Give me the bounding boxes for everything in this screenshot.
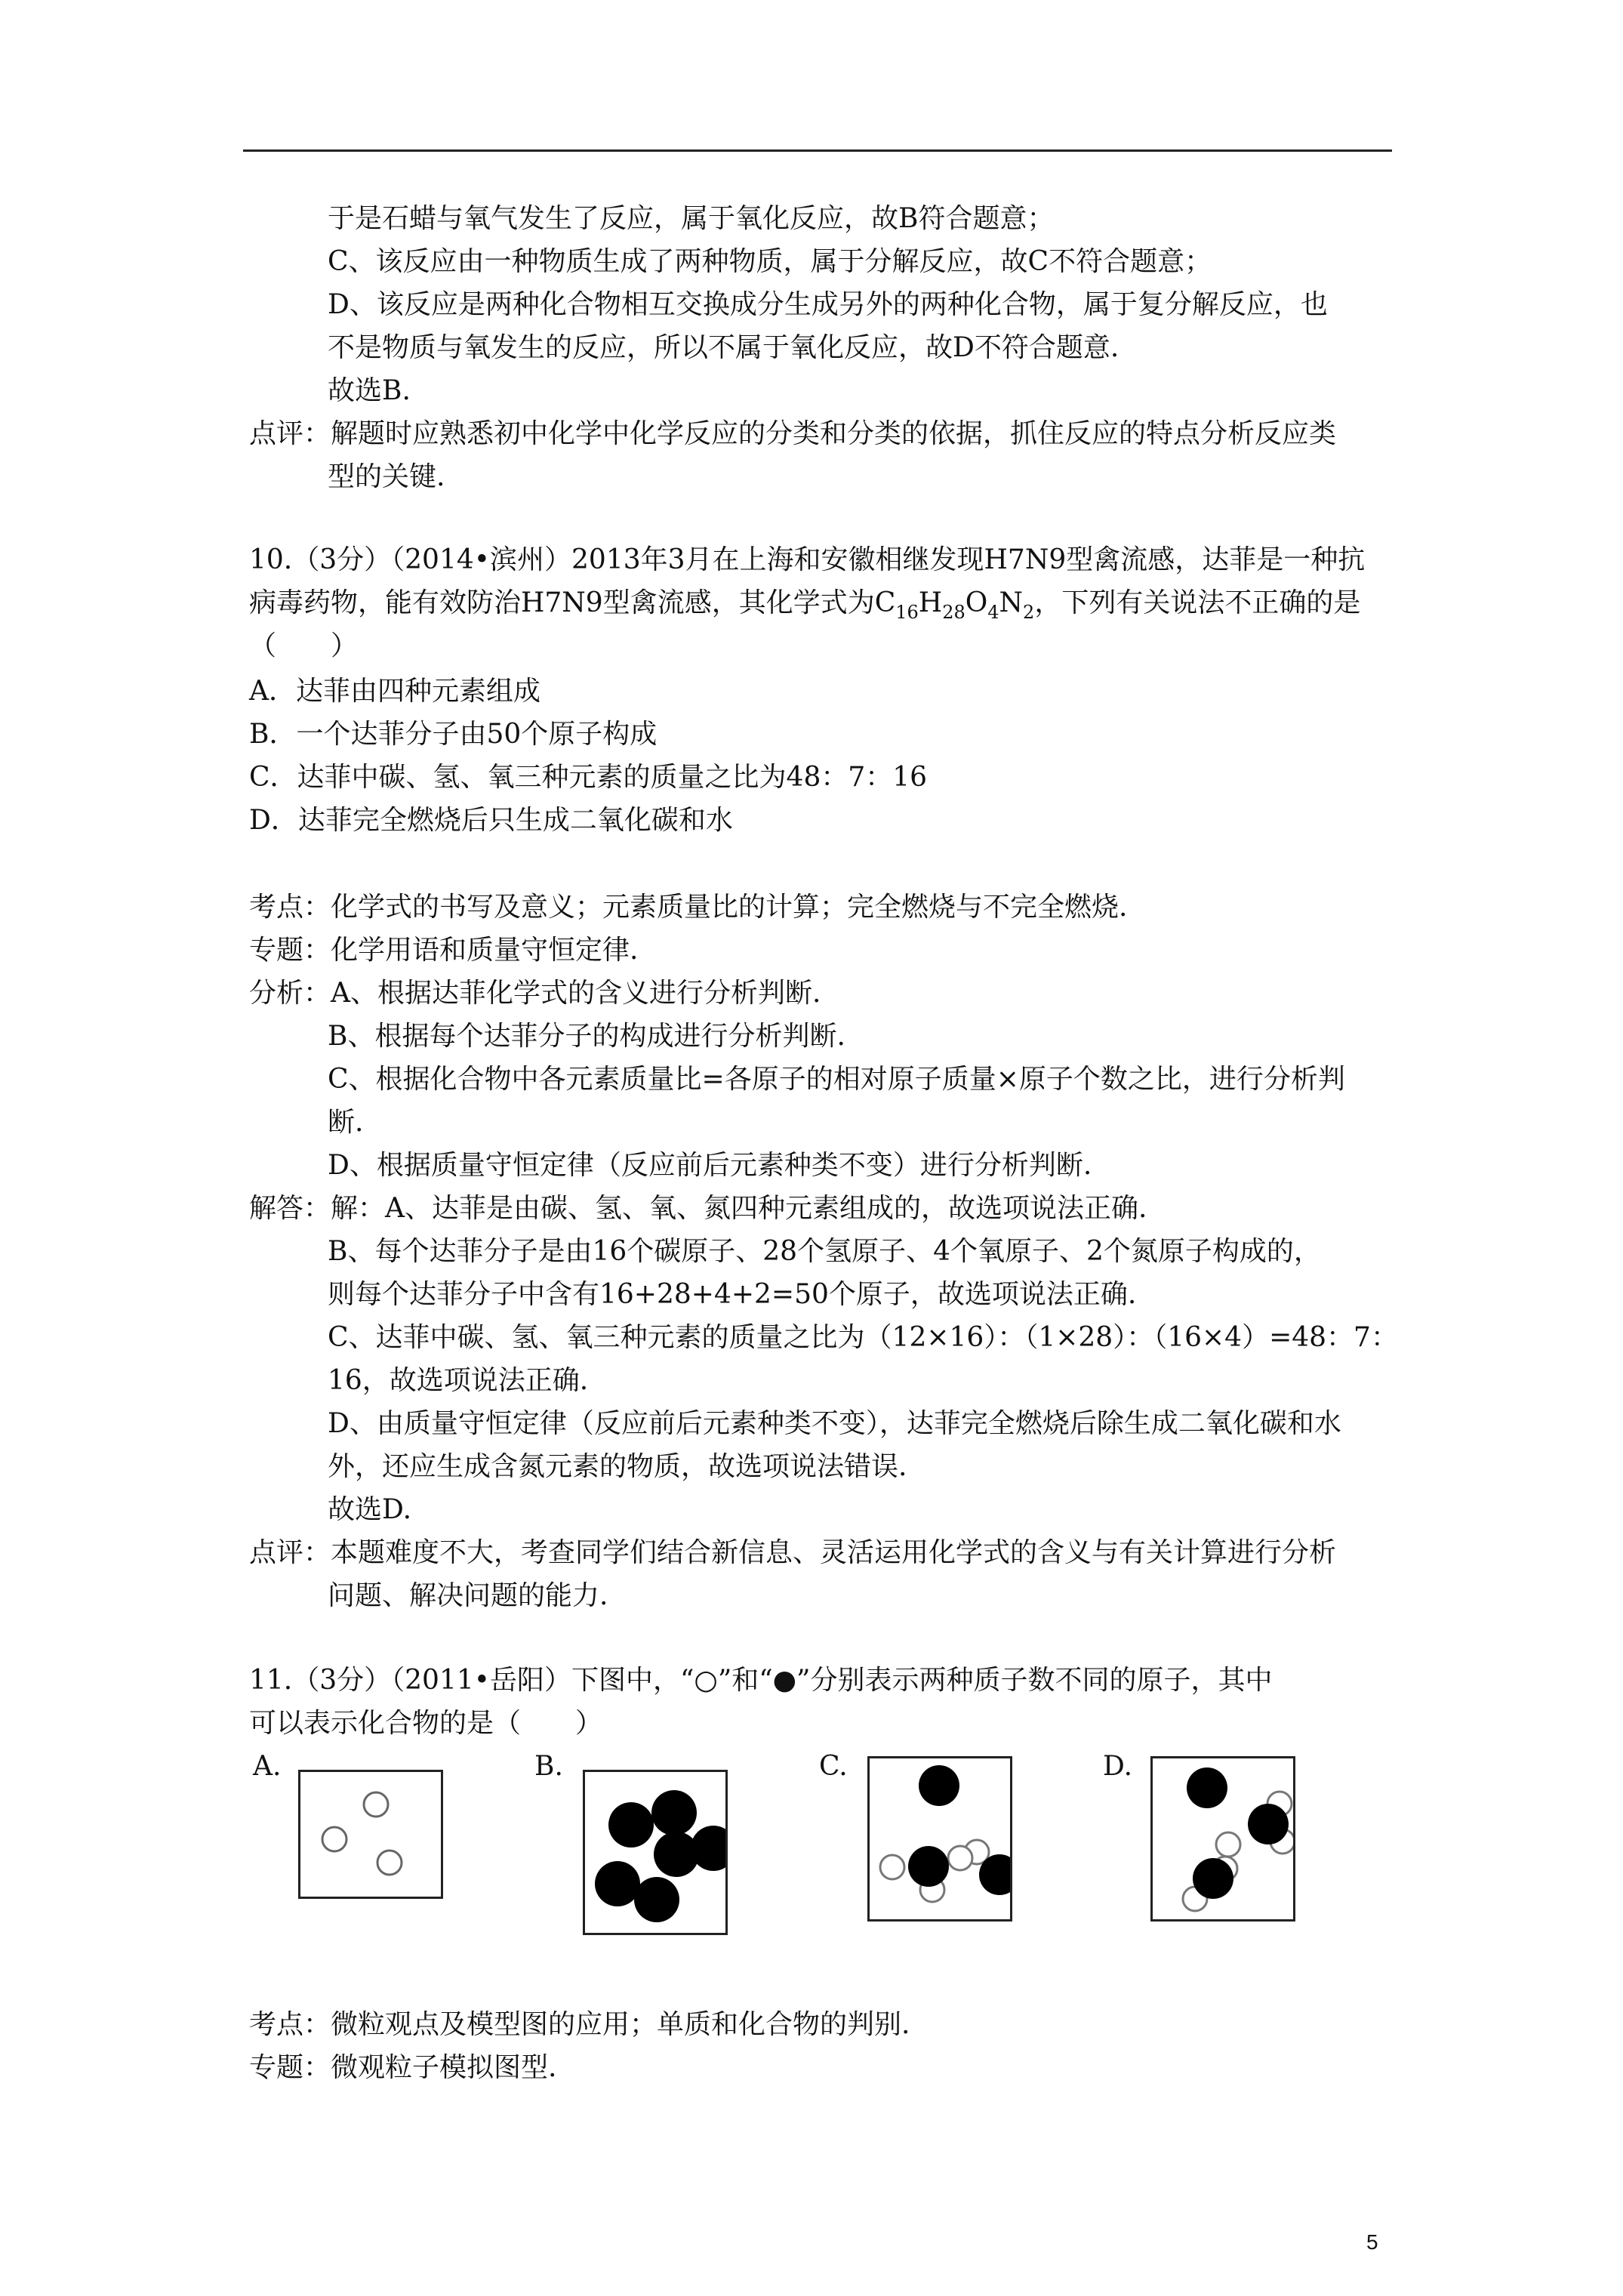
black-atom bbox=[1187, 1767, 1227, 1808]
figure-label-b: B. bbox=[534, 1751, 563, 1782]
white-atom bbox=[377, 1851, 402, 1875]
comment-line: 点评：解题时应熟悉初中化学中化学反应的分类和分类的依据，抓住反应的特点分析反应类 bbox=[249, 418, 1337, 449]
black-atom bbox=[608, 1802, 654, 1848]
white-atom bbox=[948, 1846, 972, 1870]
analysis-line: 断. bbox=[328, 1107, 364, 1138]
figure-label-c: C. bbox=[819, 1751, 848, 1782]
analysis-line: 分析：A、根据达菲化学式的含义进行分析判断. bbox=[249, 978, 821, 1009]
question-10-stem: 10.（3分）（2014•滨州）2013年3月在上海和安徽相继发现H7N9型禽流感，达菲是一种抗 bbox=[249, 544, 1366, 575]
text-line: 不是物质与氧发生的反应，所以不属于氧化反应，故D不符合题意. bbox=[328, 332, 1119, 363]
figure-label-a: A. bbox=[253, 1751, 282, 1782]
comment-line: 问题、解决问题的能力. bbox=[328, 1580, 608, 1611]
option-d: D．达菲完全燃烧后只生成二氧化碳和水 bbox=[249, 805, 733, 836]
option-a: A．达菲由四种元素组成 bbox=[249, 676, 540, 707]
white-atom bbox=[322, 1827, 346, 1851]
black-atom bbox=[651, 1790, 697, 1835]
white-atom bbox=[364, 1792, 388, 1817]
answer-blank: （ ） bbox=[249, 630, 359, 661]
kaodian: 考点：微粒观点及模型图的应用；单质和化合物的判别. bbox=[249, 2009, 910, 2040]
text-line: 于是石蜡与氧气发生了反应，属于氧化反应，故B符合题意； bbox=[328, 203, 1055, 234]
option-b: B．一个达菲分子由50个原子构成 bbox=[249, 719, 658, 750]
answer-line: 解答：解：A、达菲是由碳、氢、氧、氮四种元素组成的，故选项说法正确. bbox=[249, 1193, 1147, 1224]
option-c: C．达菲中碳、氢、氧三种元素的质量之比为48：7：16 bbox=[249, 762, 928, 793]
comment-line: 型的关键. bbox=[328, 461, 445, 492]
model-figure-c bbox=[867, 1756, 1012, 1922]
analysis-line: C、根据化合物中各元素质量比=各原子的相对原子质量×原子个数之比，进行分析判 bbox=[328, 1064, 1345, 1095]
answer-line: 外，还应生成含氮元素的物质，故选项说法错误. bbox=[328, 1451, 907, 1482]
answer-line: D、由质量守恒定律（反应前后元素种类不变），达菲完全燃烧后除生成二氧化碳和水 bbox=[328, 1408, 1341, 1439]
black-atom bbox=[1193, 1858, 1233, 1899]
model-figure-a bbox=[298, 1770, 443, 1899]
zhuanti: 专题：化学用语和质量守恒定律. bbox=[249, 935, 639, 966]
black-atom bbox=[595, 1861, 640, 1906]
comment-line: 点评：本题难度不大，考查同学们结合新信息、灵活运用化学式的含义与有关计算进行分析 bbox=[249, 1537, 1337, 1568]
answer-line: B、每个达菲分子是由16个碳原子、28个氢原子、4个氧原子、2个氮原子构成的， bbox=[328, 1236, 1321, 1267]
black-atom bbox=[1248, 1804, 1289, 1845]
black-atom bbox=[919, 1765, 959, 1806]
header-rule bbox=[243, 149, 1392, 152]
figure-label-d: D. bbox=[1103, 1751, 1133, 1782]
white-atom bbox=[880, 1855, 904, 1879]
question-11-stem: 可以表示化合物的是（ ） bbox=[249, 1708, 603, 1739]
white-atom bbox=[1216, 1832, 1240, 1857]
black-atom bbox=[634, 1877, 679, 1922]
model-figure-b bbox=[583, 1770, 728, 1935]
answer-line: 故选D. bbox=[328, 1494, 412, 1525]
answer-line: C、达菲中碳、氢、氧三种元素的质量之比为（12×16）：（1×28）：（16×4）=48：7： bbox=[328, 1322, 1398, 1353]
text-line: 故选B. bbox=[328, 375, 411, 406]
answer-line: 16，故选项说法正确. bbox=[328, 1365, 589, 1396]
question-10-stem-formula: 病毒药物，能有效防治H7N9型禽流感，其化学式为$C_{16}H_{28}O_4N_2$，下列有关说法不正确的是 bbox=[249, 587, 1361, 623]
text-line: C、该反应由一种物质生成了两种物质，属于分解反应，故C不符合题意； bbox=[328, 246, 1212, 277]
zhuanti: 专题：微观粒子模拟图型. bbox=[249, 2052, 557, 2083]
kaodian: 考点：化学式的书写及意义；元素质量比的计算；完全燃烧与不完全燃烧. bbox=[249, 892, 1128, 923]
answer-line: 则每个达菲分子中含有16+28+4+2=50个原子，故选项说法正确. bbox=[328, 1279, 1137, 1310]
analysis-line: B、根据每个达菲分子的构成进行分析判断. bbox=[328, 1021, 845, 1052]
model-figure-d bbox=[1150, 1756, 1295, 1922]
black-atom bbox=[908, 1846, 949, 1887]
analysis-line: D、根据质量守恒定律（反应前后元素种类不变）进行分析判断. bbox=[328, 1150, 1092, 1181]
question-11-stem: 11.（3分）（2011•岳阳）下图中，“○”和“●”分别表示两种质子数不同的原子，其中 bbox=[249, 1665, 1273, 1696]
page-number: 5 bbox=[1366, 2230, 1378, 2254]
text-line: D、该反应是两种化合物相互交换成分生成另外的两种化合物，属于复分解反应，也 bbox=[328, 289, 1328, 320]
